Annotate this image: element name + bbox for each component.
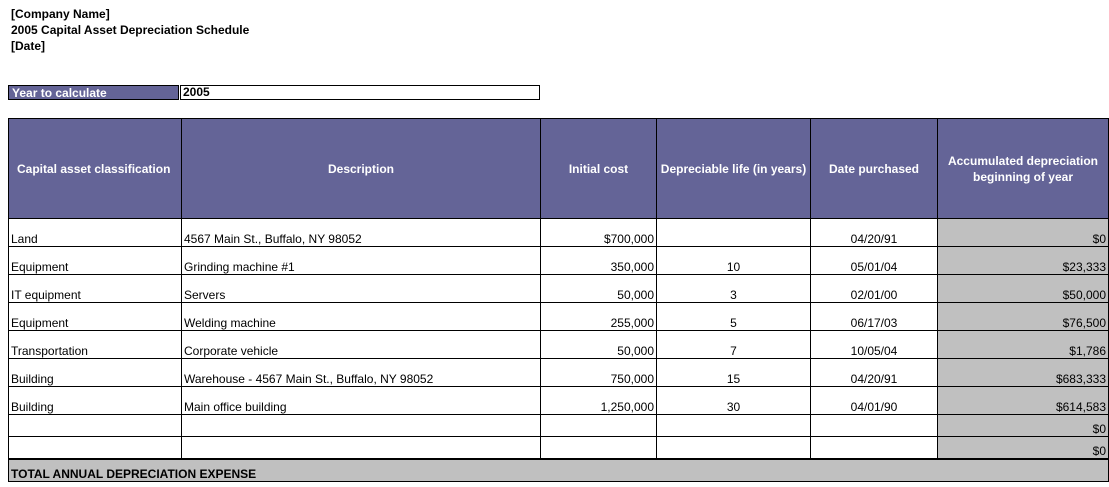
cell-initial-cost[interactable] xyxy=(541,437,657,460)
year-label: Year to calculate xyxy=(8,85,179,100)
cell-initial-cost[interactable] xyxy=(541,415,657,437)
cell-depreciable-life[interactable]: 30 xyxy=(657,387,811,415)
cell-initial-cost[interactable]: 350,000 xyxy=(541,247,657,275)
table-row xyxy=(9,275,1109,303)
cell-classification[interactable]: Transportation xyxy=(9,331,182,359)
depreciation-table xyxy=(8,118,1109,482)
cell-accumulated-depreciation: $50,000 xyxy=(938,275,1109,303)
cell-depreciable-life[interactable]: 3 xyxy=(657,275,811,303)
col-header-date-purchased: Date purchased xyxy=(811,119,938,219)
table-row xyxy=(9,387,1109,415)
cell-initial-cost[interactable]: 50,000 xyxy=(541,275,657,303)
table-row xyxy=(9,247,1109,275)
cell-classification[interactable]: Land xyxy=(9,219,182,247)
cell-classification[interactable]: Equipment xyxy=(9,247,182,275)
cell-accumulated-depreciation: $614,583 xyxy=(938,387,1109,415)
report-date: [Date] xyxy=(11,39,46,53)
cell-date-purchased[interactable]: 05/01/04 xyxy=(811,247,938,275)
cell-description[interactable]: Welding machine xyxy=(182,303,541,331)
cell-classification[interactable] xyxy=(9,415,182,437)
col-header-depreciable-life: Depreciable life (in years) xyxy=(657,119,811,219)
table-row-empty xyxy=(9,415,1109,437)
cell-classification[interactable]: Building xyxy=(9,359,182,387)
cell-date-purchased[interactable]: 04/01/90 xyxy=(811,387,938,415)
col-header-classification: Capital asset classification xyxy=(9,119,182,219)
cell-description[interactable]: 4567 Main St., Buffalo, NY 98052 xyxy=(182,219,541,247)
cell-depreciable-life[interactable]: 15 xyxy=(657,359,811,387)
page-title: 2005 Capital Asset Depreciation Schedule xyxy=(11,23,250,37)
table-row xyxy=(9,359,1109,387)
cell-description[interactable]: Warehouse - 4567 Main St., Buffalo, NY 98052 xyxy=(182,359,541,387)
cell-accumulated-depreciation: $0 xyxy=(938,437,1109,460)
col-header-description: Description xyxy=(182,119,541,219)
cell-description[interactable] xyxy=(182,415,541,437)
table-row xyxy=(9,303,1109,331)
cell-initial-cost[interactable]: 50,000 xyxy=(541,331,657,359)
cell-initial-cost[interactable]: 750,000 xyxy=(541,359,657,387)
cell-depreciable-life[interactable]: 7 xyxy=(657,331,811,359)
cell-accumulated-depreciation: $76,500 xyxy=(938,303,1109,331)
table-row xyxy=(9,219,1109,247)
cell-depreciable-life[interactable]: 10 xyxy=(657,247,811,275)
company-name: [Company Name] xyxy=(11,7,110,21)
cell-classification[interactable]: IT equipment xyxy=(9,275,182,303)
col-header-accumulated-depreciation: Accumulated depreciation beginning of year xyxy=(938,119,1109,219)
cell-accumulated-depreciation: $0 xyxy=(938,415,1109,437)
cell-description[interactable]: Corporate vehicle xyxy=(182,331,541,359)
cell-date-purchased[interactable] xyxy=(811,437,938,460)
cell-depreciable-life[interactable]: 5 xyxy=(657,303,811,331)
cell-initial-cost[interactable]: 255,000 xyxy=(541,303,657,331)
cell-accumulated-depreciation: $1,786 xyxy=(938,331,1109,359)
cell-depreciable-life[interactable] xyxy=(657,219,811,247)
cell-classification[interactable]: Building xyxy=(9,387,182,415)
table-header-row xyxy=(9,119,1109,219)
cell-accumulated-depreciation: $683,333 xyxy=(938,359,1109,387)
cell-depreciable-life[interactable] xyxy=(657,415,811,437)
cell-initial-cost[interactable]: $700,000 xyxy=(541,219,657,247)
cell-accumulated-depreciation: $23,333 xyxy=(938,247,1109,275)
cell-date-purchased[interactable] xyxy=(811,415,938,437)
cell-date-purchased[interactable]: 10/05/04 xyxy=(811,331,938,359)
cell-description[interactable]: Servers xyxy=(182,275,541,303)
total-label: TOTAL ANNUAL DEPRECIATION EXPENSE xyxy=(9,459,1109,482)
table-row xyxy=(9,331,1109,359)
cell-date-purchased[interactable]: 04/20/91 xyxy=(811,219,938,247)
cell-classification[interactable] xyxy=(9,437,182,460)
cell-date-purchased[interactable]: 02/01/00 xyxy=(811,275,938,303)
cell-description[interactable] xyxy=(182,437,541,460)
cell-date-purchased[interactable]: 06/17/03 xyxy=(811,303,938,331)
cell-description[interactable]: Main office building xyxy=(182,387,541,415)
cell-classification[interactable]: Equipment xyxy=(9,303,182,331)
cell-depreciable-life[interactable] xyxy=(657,437,811,460)
cell-accumulated-depreciation: $0 xyxy=(938,219,1109,247)
cell-initial-cost[interactable]: 1,250,000 xyxy=(541,387,657,415)
col-header-initial-cost: Initial cost xyxy=(541,119,657,219)
cell-description[interactable]: Grinding machine #1 xyxy=(182,247,541,275)
table-row-empty xyxy=(9,437,1109,460)
cell-date-purchased[interactable]: 04/20/91 xyxy=(811,359,938,387)
total-row xyxy=(9,459,1109,482)
year-input[interactable]: 2005 xyxy=(180,85,540,100)
